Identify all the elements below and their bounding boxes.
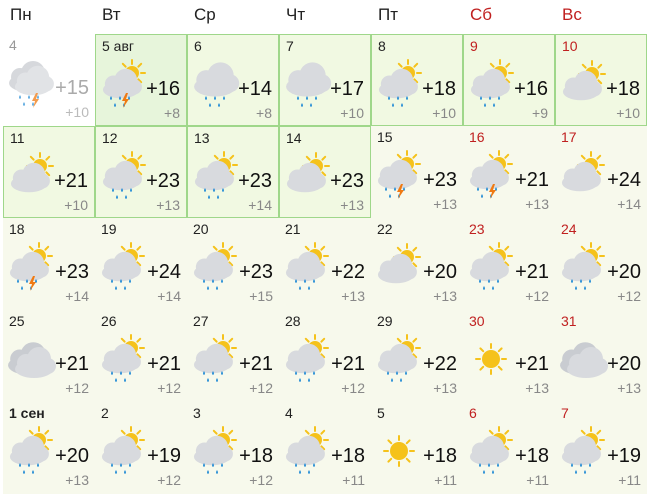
partly-sunny-rain-icon (190, 421, 240, 477)
partly-cloudy-icon (374, 237, 424, 293)
weekday-header (0, 0, 654, 34)
max-temperature: +16 (146, 78, 180, 100)
max-temperature: +23 (146, 170, 180, 192)
day-date: 4 (9, 37, 17, 53)
max-temperature: +20 (423, 261, 457, 283)
min-temperature: +14 (157, 288, 181, 304)
max-temperature: +22 (423, 353, 457, 375)
day-date: 28 (285, 313, 301, 329)
day-cell[interactable] (279, 310, 371, 402)
min-temperature: +10 (340, 105, 364, 121)
partly-sunny-storm-icon (374, 145, 424, 201)
partly-sunny-rain-icon (190, 237, 240, 293)
partly-sunny-storm-icon (99, 54, 149, 110)
min-temperature: +13 (340, 197, 364, 213)
min-temperature: +14 (617, 196, 641, 212)
storm-cloud-icon (6, 53, 56, 109)
sun-icon (374, 421, 424, 477)
day-date: 15 (377, 129, 393, 145)
partly-sunny-storm-icon (466, 145, 516, 201)
min-temperature: +11 (342, 472, 365, 488)
partly-sunny-rain-icon (282, 421, 332, 477)
day-cell[interactable] (371, 34, 463, 126)
cloud-rain-icon (191, 54, 241, 110)
partly-sunny-rain-icon (282, 329, 332, 385)
partly-cloudy-icon (7, 146, 57, 202)
max-temperature: +15 (55, 77, 89, 99)
partly-sunny-rain-icon (98, 237, 148, 293)
day-cell[interactable] (371, 402, 463, 494)
max-temperature: +18 (606, 78, 640, 100)
weekday-3: Ср (194, 5, 216, 24)
day-cell[interactable] (187, 218, 279, 310)
day-cell[interactable] (279, 34, 371, 126)
min-temperature: +12 (249, 380, 273, 396)
day-date: 8 (378, 38, 386, 54)
day-date: 17 (561, 129, 577, 145)
max-temperature: +18 (239, 445, 273, 467)
day-date: 19 (101, 221, 117, 237)
day-cell[interactable] (187, 126, 279, 218)
day-cell[interactable] (279, 218, 371, 310)
min-temperature: +13 (65, 472, 89, 488)
max-temperature: +22 (331, 261, 365, 283)
max-temperature: +21 (54, 170, 88, 192)
min-temperature: +8 (164, 105, 180, 121)
day-cell[interactable] (95, 218, 187, 310)
day-date: 10 (562, 38, 578, 54)
day-cell[interactable] (95, 402, 187, 494)
max-temperature: +23 (55, 261, 89, 283)
day-date: 30 (469, 313, 485, 329)
day-date: 1 сен (9, 405, 45, 421)
day-date: 14 (286, 130, 302, 146)
min-temperature: +12 (525, 288, 549, 304)
day-date: 20 (193, 221, 209, 237)
max-temperature: +21 (55, 353, 89, 375)
day-cell[interactable] (187, 402, 279, 494)
cloudy-icon (6, 329, 56, 385)
weekday-5: Пт (378, 5, 399, 24)
weekday-7: Вс (562, 5, 582, 24)
day-date: 27 (193, 313, 209, 329)
min-temperature: +10 (65, 104, 89, 120)
day-date: 4 (285, 405, 293, 421)
day-date: 24 (561, 221, 577, 237)
day-cell[interactable] (463, 218, 555, 310)
day-cell[interactable] (555, 126, 647, 218)
partly-cloudy-icon (559, 54, 609, 110)
min-temperature: +14 (248, 197, 272, 213)
max-temperature: +20 (607, 261, 641, 283)
partly-sunny-rain-icon (99, 146, 149, 202)
min-temperature: +13 (156, 197, 180, 213)
day-cell[interactable] (555, 218, 647, 310)
max-temperature: +18 (422, 78, 456, 100)
day-cell[interactable] (279, 402, 371, 494)
day-cell[interactable] (3, 310, 95, 402)
partly-cloudy-icon (558, 145, 608, 201)
day-cell[interactable] (3, 126, 95, 218)
weekday-1: Пн (10, 5, 32, 24)
min-temperature: +11 (526, 472, 549, 488)
max-temperature: +16 (514, 78, 548, 100)
min-temperature: +10 (64, 197, 88, 213)
max-temperature: +23 (423, 169, 457, 191)
min-temperature: +10 (616, 105, 640, 121)
day-date: 11 (10, 130, 25, 146)
day-cell[interactable] (463, 310, 555, 402)
max-temperature: +18 (331, 445, 365, 467)
max-temperature: +23 (330, 170, 364, 192)
day-cell[interactable] (463, 126, 555, 218)
min-temperature: +15 (249, 288, 273, 304)
day-date: 5 авг (102, 38, 135, 54)
day-cell[interactable] (463, 34, 555, 126)
weekday-6: Сб (470, 5, 493, 24)
max-temperature: +20 (607, 353, 641, 375)
weekday-2: Вт (102, 5, 121, 24)
min-temperature: +12 (157, 380, 181, 396)
day-date: 9 (470, 38, 478, 54)
day-cell[interactable] (187, 310, 279, 402)
min-temperature: +8 (256, 105, 272, 121)
partly-sunny-rain-icon (558, 237, 608, 293)
min-temperature: +12 (157, 472, 181, 488)
day-date: 23 (469, 221, 485, 237)
day-date: 29 (377, 313, 393, 329)
max-temperature: +23 (238, 170, 272, 192)
weekday-4: Чт (286, 5, 306, 24)
day-date: 22 (377, 221, 393, 237)
min-temperature: +12 (617, 288, 641, 304)
min-temperature: +11 (618, 472, 641, 488)
day-cell[interactable] (95, 34, 187, 126)
day-date: 31 (561, 313, 577, 329)
day-date: 13 (194, 130, 210, 146)
min-temperature: +12 (249, 472, 273, 488)
day-cell[interactable] (279, 126, 371, 218)
max-temperature: +23 (239, 261, 273, 283)
partly-sunny-rain-icon (282, 237, 332, 293)
min-temperature: +13 (525, 196, 549, 212)
max-temperature: +18 (423, 445, 457, 467)
day-date: 18 (9, 221, 25, 237)
day-date: 26 (101, 313, 117, 329)
day-date: 5 (377, 405, 385, 421)
day-cell[interactable] (3, 34, 95, 126)
day-cell[interactable] (371, 126, 463, 218)
min-temperature: +12 (341, 380, 365, 396)
max-temperature: +14 (238, 78, 272, 100)
day-cell[interactable] (3, 218, 95, 310)
day-cell[interactable] (3, 402, 95, 494)
day-cell[interactable] (95, 310, 187, 402)
partly-sunny-rain-icon (6, 421, 56, 477)
day-date: 21 (285, 221, 301, 237)
day-cell[interactable] (555, 34, 647, 126)
min-temperature: +10 (432, 105, 456, 121)
partly-sunny-rain-icon (190, 329, 240, 385)
min-temperature: +13 (433, 380, 457, 396)
min-temperature: +13 (433, 196, 457, 212)
partly-sunny-rain-icon (466, 421, 516, 477)
day-cell[interactable] (555, 402, 647, 494)
partly-sunny-rain-icon (98, 329, 148, 385)
min-temperature: +13 (433, 288, 457, 304)
day-cell[interactable] (95, 126, 187, 218)
day-date: 7 (286, 38, 294, 54)
min-temperature: +11 (434, 472, 457, 488)
min-temperature: +12 (65, 380, 89, 396)
max-temperature: +24 (147, 261, 181, 283)
min-temperature: +13 (341, 288, 365, 304)
max-temperature: +20 (55, 445, 89, 467)
min-temperature: +13 (617, 380, 641, 396)
day-date: 16 (469, 129, 485, 145)
cloudy-icon (558, 329, 608, 385)
max-temperature: +21 (147, 353, 181, 375)
min-temperature: +14 (65, 288, 89, 304)
day-date: 6 (194, 38, 202, 54)
max-temperature: +19 (607, 445, 641, 467)
partly-sunny-rain-icon (191, 146, 241, 202)
max-temperature: +18 (515, 445, 549, 467)
max-temperature: +21 (331, 353, 365, 375)
day-date: 2 (101, 405, 109, 421)
day-cell[interactable] (463, 402, 555, 494)
cloud-rain-icon (283, 54, 333, 110)
max-temperature: +21 (515, 169, 549, 191)
day-cell[interactable] (371, 310, 463, 402)
partly-sunny-rain-icon (375, 54, 425, 110)
day-date: 25 (9, 313, 25, 329)
day-date: 12 (102, 130, 118, 146)
max-temperature: +21 (239, 353, 273, 375)
partly-sunny-storm-icon (6, 237, 56, 293)
max-temperature: +17 (330, 78, 364, 100)
day-cell[interactable] (555, 310, 647, 402)
day-date: 3 (193, 405, 201, 421)
partly-sunny-rain-icon (558, 421, 608, 477)
max-temperature: +21 (515, 261, 549, 283)
day-cell[interactable] (187, 34, 279, 126)
partly-cloudy-icon (283, 146, 333, 202)
day-date: 6 (469, 405, 477, 421)
partly-sunny-rain-icon (466, 237, 516, 293)
partly-sunny-rain-icon (374, 329, 424, 385)
max-temperature: +24 (607, 169, 641, 191)
partly-sunny-rain-icon (98, 421, 148, 477)
min-temperature: +13 (525, 380, 549, 396)
partly-sunny-rain-icon (467, 54, 517, 110)
day-date: 7 (561, 405, 569, 421)
sun-icon (466, 329, 516, 385)
max-temperature: +21 (515, 353, 549, 375)
max-temperature: +19 (147, 445, 181, 467)
day-cell[interactable] (371, 218, 463, 310)
min-temperature: +9 (532, 105, 548, 121)
